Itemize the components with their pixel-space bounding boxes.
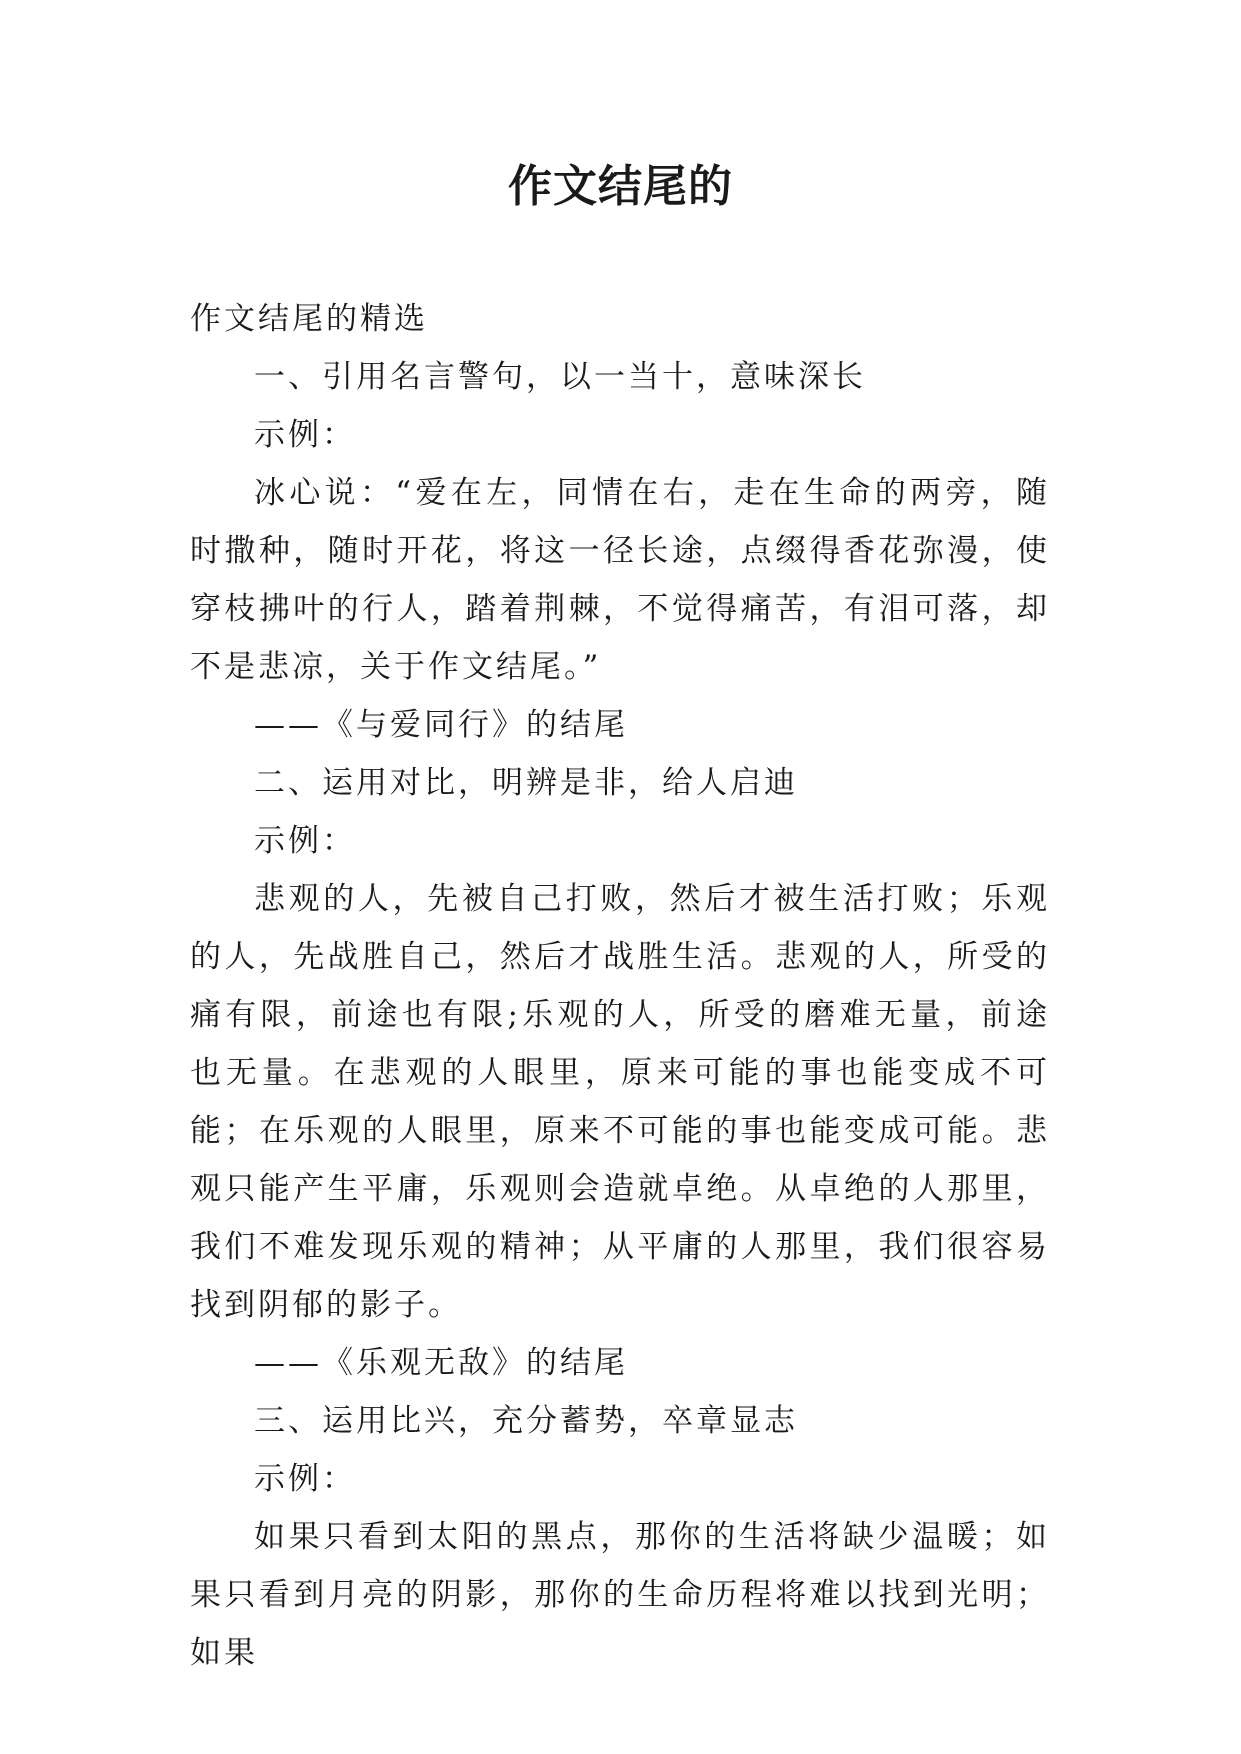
section-heading-1: 一、引用名言警句，以一当十，意味深长 [254,359,866,395]
example-label-1: 示例： [254,417,356,453]
example-paragraph-1: 冰心说：“爱在左，同情在右，走在生命的两旁，随时撒种，随时开花，将这一径长途，点缀得香花弥漫，使穿枝拂叶的行人，踏着荆棘，不觉得痛苦，有泪可落，却不是悲凉，关于作文结尾。” [190,475,1050,685]
example-label-3: 示例： [254,1461,356,1497]
example-paragraph-2: 悲观的人，先被自己打败，然后才被生活打败；乐观的人，先战胜自己，然后才战胜生活。悲观的人，所受的痛有限，前途也有限;乐观的人，所受的磨难无量，前途也无量。在悲观的人眼里，原来可能的事也能变成不可能；在乐观的人眼里，原来不可能的事也能变成可能。悲观只能产生平庸，乐观则会造就卓绝。从卓绝的人那里，我们不难发现乐观的精神；从平庸的人那里，我们很容易找到阴郁的影子。 [190,881,1050,1323]
source-attribution-2: ——《乐观无敌》的结尾 [254,1345,628,1381]
example-paragraph-3: 如果只看到太阳的黑点，那你的生活将缺少温暖；如果只看到月亮的阴影，那你的生命历程将难以找到光明；如果 [190,1519,1050,1671]
section-heading-3: 三、运用比兴，充分蓄势，卒章显志 [254,1403,798,1439]
source-attribution-1: ——《与爱同行》的结尾 [254,707,628,743]
example-label-2: 示例： [254,823,356,859]
section-heading-2: 二、运用对比，明辨是非，给人启迪 [254,765,798,801]
document-body [190,290,1050,1682]
document-title: 作文结尾的 [508,161,733,212]
document-subtitle: 作文结尾的精选 [190,301,428,337]
